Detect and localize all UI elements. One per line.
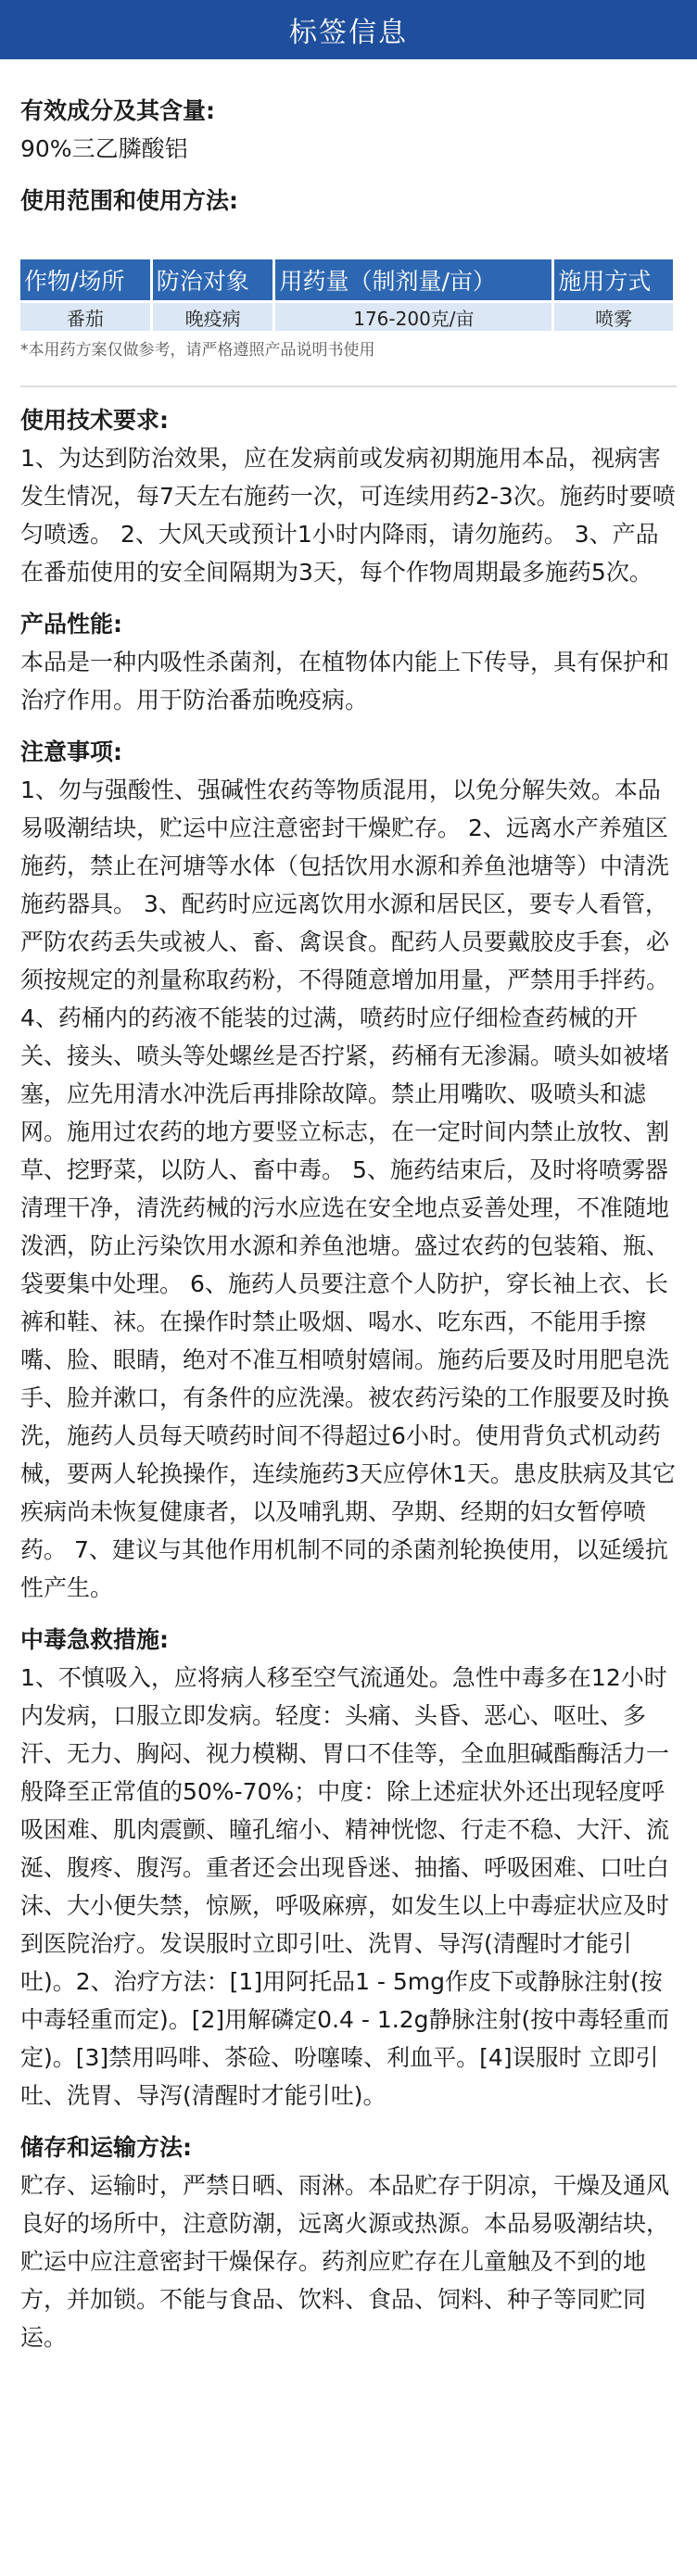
precautions-section: [20, 734, 677, 1607]
performance-section: [20, 606, 677, 719]
ingredient-section: [20, 93, 677, 168]
performance-body: 本品是一种内吸性杀菌剂，在植物体内能上下传导，具有保护和治疗作用。用于防治番茄晚疫病。: [20, 649, 670, 713]
ingredient-heading: 有效成分及其含量:: [20, 97, 215, 124]
first-aid-heading: 中毒急救措施:: [20, 1626, 169, 1653]
precautions-heading: 注意事项:: [20, 739, 122, 765]
storage-section: [20, 2129, 677, 2356]
usage-table: [18, 257, 676, 334]
divider: [20, 385, 677, 387]
column-header-method: 施用方式: [554, 259, 673, 300]
column-header-target: 防治对象: [153, 259, 273, 300]
cell-method: 喷雾: [554, 303, 673, 331]
cell-crop: 番茄: [20, 303, 150, 331]
usage-heading: 使用范围和使用方法:: [20, 187, 238, 214]
ingredient-value: 90%三乙膦酸铝: [20, 135, 188, 162]
precautions-body: 1、勿与强酸性、强碱性农药等物质混用，以免分解失效。本品易吸潮结块，贮运中应注意密封干燥贮存。 2、远离水产养殖区施药，禁止在河塘等水体（包括饮用水源和养鱼池塘等）中清洗施药器具。 3、配药时应远离饮用水源和居民区，要专人看管，严防农药丢失或被人、畜、禽误食。配药人员要戴胶皮手套，必须按规定的剂量称取药粉，不得随意增加用量，严禁用手拌药。 4、药桶内的药液不能装的过满，喷药时应仔细检查药械的开关、接头、喷头等处螺丝是否拧紧，药桶有无渗漏。喷头如被堵塞，应先用清水冲洗后再排除故障。禁止用嘴吹、吸喷头和滤网。施用过农药的地方要竖立标志，在一定时间内禁止放牧、割草、挖野菜，以防人、畜中毒。 5、施药结束后，及时将喷雾器清理干净，清洗药械的污水应选在安全地点妥善处理，不准随地泼洒，防止污染饮用水源和养鱼池塘。盛过农药的包装箱、瓶、袋要集中处理。 6、施药人员要注意个人防护，穿长袖上衣、长裤和鞋、袜。在操作时禁止吸烟、喝水、吃东西，不能用手擦嘴、脸、眼睛，绝对不准互相喷射嬉闹。施药后要及时用肥皂洗手、脸并漱口，有条件的应洗澡。被农药污染的工作服要及时换洗，施药人员每天喷药时间不得超过6小时。使用背负式机动药械，要两人轮换操作，连续施药3天应停休1天。患皮肤病及其它疾病尚未恢复健康者，以及哺乳期、孕期、经期的妇女暂停喷药。 7、建议与其他作用机制不同的杀菌剂轮换使用，以延缓抗性产生。: [20, 777, 676, 1601]
technique-section: [20, 402, 677, 591]
usage-section: [20, 183, 677, 361]
table-row: [20, 303, 673, 331]
storage-heading: 储存和运输方法:: [20, 2134, 192, 2161]
usage-note: *本用药方案仅做参考，请严格遵照产品说明书使用: [20, 341, 375, 360]
storage-body: 贮存、运输时，严禁日晒、雨淋。本品贮存于阴凉，干燥及通风良好的场所中，注意防潮，远离火源或热源。本品易吸潮结块，贮运中应注意密封干燥保存。药剂应贮存在儿童触及不到的地方，并加锁。不能与食品、饮料、食品、饲料、种子等同贮同运。: [20, 2172, 670, 2351]
cell-target: 晚疫病: [153, 303, 273, 331]
usage-table-header: [20, 259, 673, 300]
performance-heading: 产品性能:: [20, 611, 122, 638]
page-title: 标签信息: [289, 17, 408, 49]
first-aid-body: 1、不慎吸入，应将病人移至空气流通处。急性中毒多在12小时内发病，口服立即发病。轻度：头痛、头昏、恶心、呕吐、多汗、无力、胸闷、视力模糊、胃口不佳等，全血胆碱酯酶活力一般降至正常值的50%-70%；中度：除上述症状外还出现轻度呼吸困难、肌肉震颤、瞳孔缩小、精神恍惚、行走不稳、大汗、流涎、腹疼、腹泻。重者还会出现昏迷、抽搐、呼吸困难、口吐白沫、大小便失禁，惊厥，呼吸麻痹，如发生以上中毒症状应及时到医院治疗。发误服时立即引吐、洗胃、导泻(清醒时才能引吐)。2、治疗方法：[1]用阿托品1 - 5mg作皮下或静脉注射(按中毒轻重而定)。[2]用解磷定0.4 - 1.2g静脉注射(按中毒轻重而定)。[3]禁用吗啡、茶硷、吩噻嗪、利血平。[4]误服时 立即引吐、洗胃、导泻(清醒时才能引吐)。: [20, 1664, 670, 2109]
label-content: [0, 93, 697, 2356]
column-header-crop: 作物/场所: [20, 259, 150, 300]
column-header-dosage: 用药量（制剂量/亩）: [275, 259, 551, 300]
technique-body: 1、为达到防治效果，应在发病前或发病初期施用本品，视病害发生情况，每7天左右施药一次，可连续用药2-3次。施药时要喷匀喷透。 2、大风天或预计1小时内降雨，请勿施药。 3、产品在番茄使用的安全间隔期为3天，每个作物周期最多施药5次。: [20, 445, 676, 586]
technique-heading: 使用技术要求:: [20, 407, 169, 434]
cell-dosage: 176-200克/亩: [275, 303, 551, 331]
first-aid-section: [20, 1622, 677, 2115]
page-title-bar: [0, 0, 697, 59]
